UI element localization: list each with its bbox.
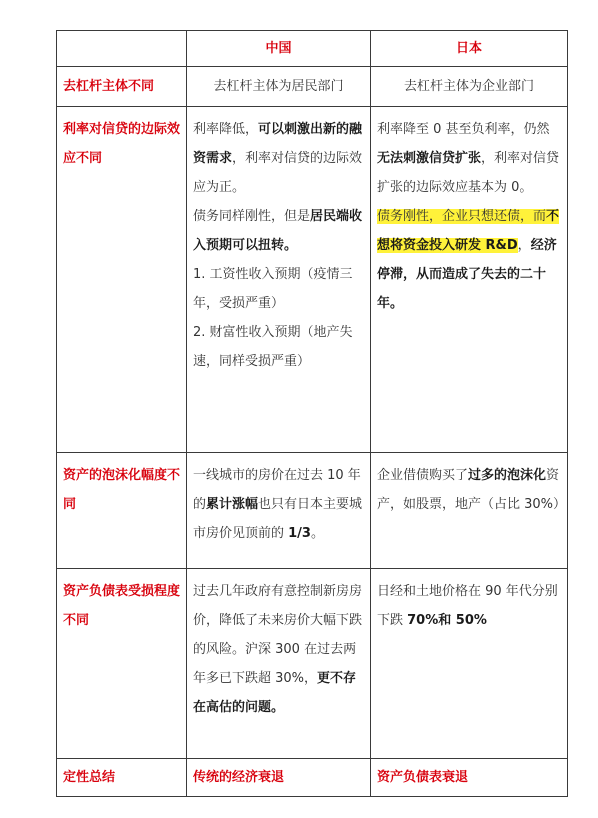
paragraph: [193, 202, 364, 260]
row-label: 定性总结: [57, 759, 187, 797]
text: 一线城市的房价在过去 10 年的: [193, 468, 361, 512]
text: ，: [517, 238, 531, 253]
list-item: 2. 财富性收入预期（地产失速，同样受损严重）: [193, 325, 353, 369]
row-label: 资产的泡沫化幅度不同: [57, 453, 187, 569]
text: ，利率对信贷扩张的边际效应基本为 0。: [377, 151, 560, 195]
japan-cell: [371, 569, 568, 759]
bold-text: 无法刺激信贷扩张: [377, 151, 482, 166]
china-cell: [187, 569, 371, 759]
japan-cell: 去杠杆主体为企业部门: [371, 67, 568, 107]
text: 。: [310, 526, 324, 541]
text: ，利率对信贷的边际效应为正。: [193, 151, 363, 195]
text: 利率降低，: [193, 122, 259, 137]
paragraph: [193, 115, 364, 202]
paragraph: [377, 115, 561, 202]
row-label: 资产负债表受损程度不同: [57, 569, 187, 759]
text: 资产，如股票，地产（占比 30%）: [377, 468, 567, 512]
text: 过去几年政府有意控制新房房价，降低了未来房价大幅下跌的风险。沪深 300 在过去两年多已下跌超 30%，: [193, 584, 363, 686]
paragraph: [377, 202, 561, 318]
bold-text: 可以刺激出新的融资需求: [193, 122, 363, 166]
bold-text: 1/3: [288, 526, 311, 541]
table-row: [57, 107, 568, 453]
china-summary: 传统的经济衰退: [187, 759, 371, 797]
bold-text: 经济停滞，从而造成了失去的二十年。: [377, 238, 557, 311]
text: 企业借债购买了: [377, 468, 469, 483]
header-china: 中国: [187, 31, 371, 67]
header-japan: 日本: [371, 31, 568, 67]
list-item: 1. 工资性收入预期（疫情三年，受损严重）: [193, 267, 353, 311]
japan-cell: [371, 107, 568, 453]
row-label: 去杠杆主体不同: [57, 67, 187, 107]
text: 债务同样刚性，但是: [193, 209, 311, 224]
table-row: [57, 453, 568, 569]
table-row: [57, 569, 568, 759]
bold-text: 累计涨幅: [206, 497, 259, 512]
summary-row: [57, 759, 568, 797]
row-label: 利率对信贷的边际效应不同: [57, 107, 187, 453]
text: 日经和土地价格在 90 年代分别下跌: [377, 584, 558, 628]
bold-text: 居民端收入预期可以扭转。: [193, 209, 363, 253]
china-cell: 去杠杆主体为居民部门: [187, 67, 371, 107]
text: 债务刚性，企业只想还债，而: [377, 209, 547, 224]
table-row: [57, 67, 568, 107]
bold-text: 70%和 50%: [407, 613, 487, 628]
bold-text: 不想将资金投入研发 R&D: [377, 209, 560, 253]
bold-text: 过多的泡沫化: [468, 468, 547, 483]
japan-cell: [371, 453, 568, 569]
text: 利率降至 0 甚至负利率，仍然: [377, 122, 550, 137]
china-cell: [187, 453, 371, 569]
header-empty-cell: [57, 31, 187, 67]
china-cell: [187, 107, 371, 453]
bold-text: 更不存在高估的问题。: [193, 671, 357, 715]
comparison-table: [56, 30, 568, 797]
text: 也只有日本主要城市房价见顶前的: [193, 497, 363, 541]
header-row: [57, 31, 568, 67]
japan-summary: 资产负债表衰退: [371, 759, 568, 797]
